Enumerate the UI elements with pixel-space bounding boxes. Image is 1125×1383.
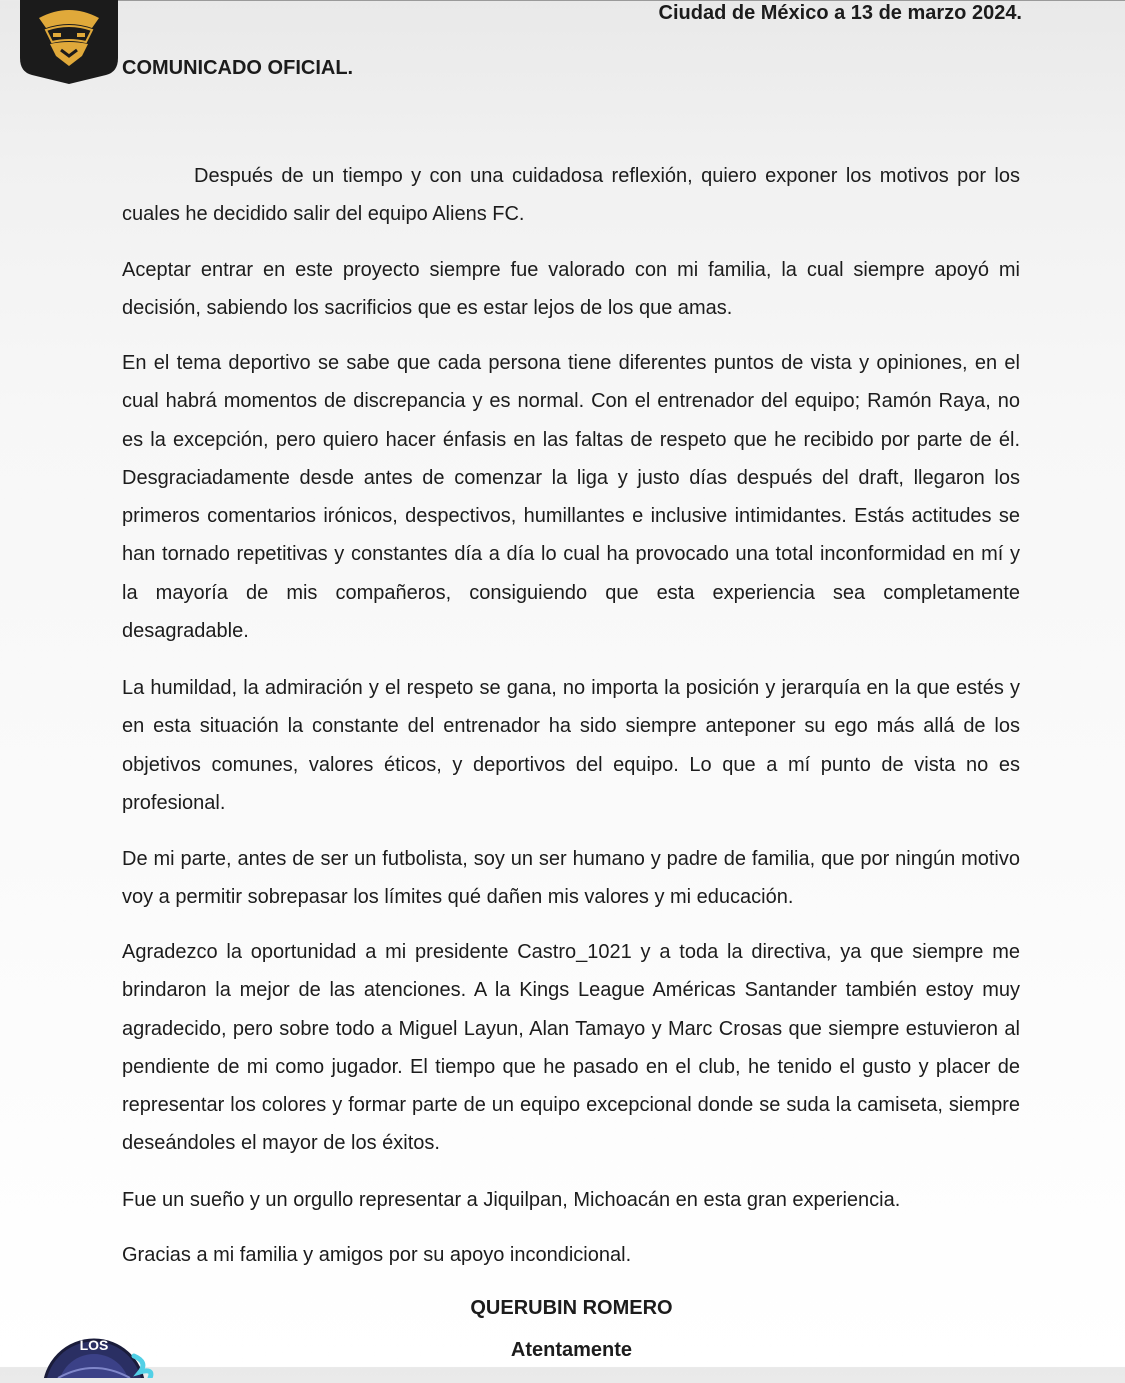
body-paragraph: Fue un sueño y un orgullo representar a Jiquilpan, Michoacán en esta gran experiencia. [122,1189,901,1211]
page-top-border [118,0,1125,1]
badge-text: LOS [79,1337,109,1353]
document-date: Ciudad de México a 13 de marzo 2024. [658,2,1022,24]
body-paragraph: Agradezco la oportunidad a mi presidente Castro_1021 y a toda la directiva, ya que siempre me brindaron la mejor de las atenciones. A la Kings League Américas Santander también estoy muy agradecido, pero sobre todo a Miguel Layun, Alan Tamayo y Marc Crosas que siempre estuvieron al pendiente de mi como jugador. El tiempo que he pasado en el club, he tenido el gusto y placer de representar los colores y formar parte de un equipo excepcional donde se suda la camiseta, siempre deseándoles el mayor de los éxitos. [122,941,1020,1155]
body-paragraph: En el tema deportivo se sabe que cada persona tiene diferentes puntos de vista y opiniones, en el cual habrá momentos de discrepancia y es normal. Con el entrenador del equipo; Ramón Raya, no es la excepción, pero quiero hacer énfasis en las faltas de respeto que he recibido por parte de él. Desgraciadamente desde antes de comenzar la liga y justo días después del draft, llegaron los primeros comentarios irónicos, despectivos, humillantes e inclusive intimidantes. Estás actitudes se han tornado repetitivas y constantes día a día lo cual ha provocado una total inconformidad en mí y la mayoría de mis compañeros, consiguiendo que esta experiencia sea completamente desagradable. [122,352,1020,643]
los-badge-icon [22,1318,172,1378]
body-paragraph: Aceptar entrar en este proyecto siempre fue valorado con mi familia, la cual siempre apoyó mi decisión, sabiendo los sacrificios que es estar lejos de los que amas. [122,259,1020,320]
body-paragraph: La humildad, la admiración y el respeto se gana, no importa la posición y jerarquía en la que estés y en esta situación la constante del entrenador ha sido siempre anteponer su ego más allá de los objetivos comunes, valores éticos, y deportivos del equipo. Lo que a mí punto de vista no es profesional. [122,677,1020,814]
signature-closing: Atentamente [510,1339,633,1361]
aliens-crest-icon [20,0,118,84]
document-title: COMUNICADO OFICIAL. [122,57,354,79]
signature-name: QUERUBIN ROMERO [470,1297,673,1319]
body-paragraph: Gracias a mi familia y amigos por su apoyo incondicional. [122,1244,632,1266]
body-paragraph: De mi parte, antes de ser un futbolista, soy un ser humano y padre de familia, que por ningún motivo voy a permitir sobrepasar los límites qué dañen mis valores y mi educación. [122,848,1020,909]
body-paragraph: Después de un tiempo y con una cuidadosa reflexión, quiero exponer los motivos por los cuales he decidido salir del equipo Aliens FC. [122,165,1020,226]
